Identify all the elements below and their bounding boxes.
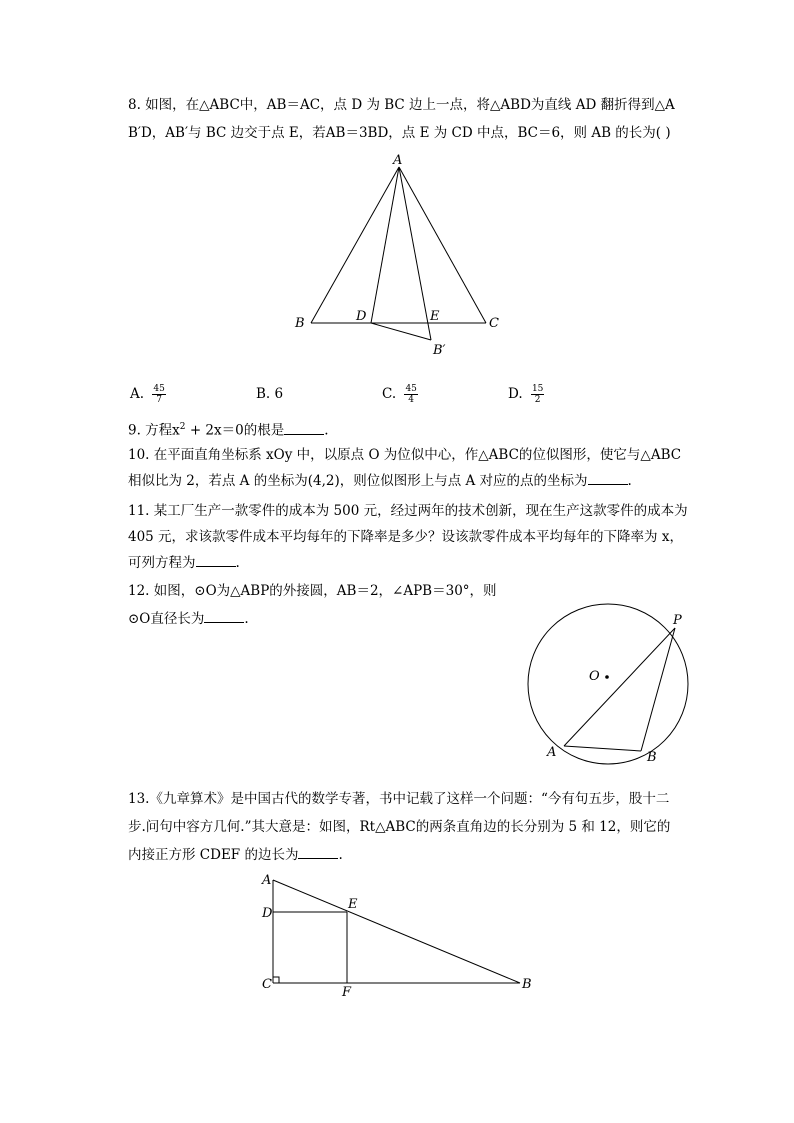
q11-end: . [235, 555, 240, 571]
q11-line-2: 405 元，求该款零件成本平均每年的下降率是多少？设该款零件成本平均每年的下降率为 x， [128, 529, 683, 545]
q12-answer-blank[interactable] [204, 610, 244, 623]
q8-option-b-value: 6 [274, 386, 284, 402]
q13-label-a: A [262, 873, 272, 888]
q8-option-d-prefix: D. [508, 386, 523, 402]
q10-line-2-text: 相似比为 2，若点 A 的坐标为(4,2)，则位似图形上与点 A 对应的点的坐标为 [128, 473, 588, 489]
q8-segment-ad [371, 167, 399, 323]
q12-circle [528, 604, 688, 764]
q8-label-a: A [393, 153, 403, 168]
q8-line-1: 8. 如图，在△ABC中，AB＝AC，点 D 为 BC 边上一点，将△ABD为直线 AD 翻折得到△A [128, 97, 675, 113]
q8-segment-ab-prime [399, 167, 431, 340]
q10-line-2 [128, 472, 632, 490]
q8-label-b: B [295, 316, 305, 331]
q10-line-1: 10. 在平面直角坐标系 xOy 中，以原点 O 为位似中心，作△ABC的位似图形，使它与△ABC [128, 447, 682, 463]
q13-line-2: 步.问句中容方几何.”其大意是：如图，Rt△ABC的两条直角边的长分别为 5 和 12，则它的 [128, 819, 671, 835]
q9-end: . [324, 422, 329, 439]
q10-answer-blank[interactable] [588, 472, 628, 485]
q8-option-a-fraction [152, 384, 165, 405]
q8-label-c: C [489, 316, 499, 331]
q8-label-e: E [430, 309, 440, 324]
q13-label-b: B [522, 977, 532, 992]
q8-segment-db-prime [371, 323, 431, 340]
q13-label-d: D [262, 906, 273, 921]
q9-exponent: 2 [179, 422, 186, 432]
q13-right-angle-mark [273, 977, 279, 983]
q12-label-b: B [647, 750, 657, 765]
q13-label-c: C [262, 977, 272, 992]
q8-option-c-prefix: C. [382, 386, 397, 402]
q8-option-c-numerator: 45 [405, 384, 417, 394]
q8-option-a-prefix: A. [130, 386, 145, 402]
q12-line-2 [128, 610, 249, 628]
q10-end: . [627, 473, 632, 489]
q12-segment-ab [564, 746, 641, 751]
q8-option-d-fraction [531, 384, 544, 405]
q12-label-o: O [589, 669, 600, 684]
q8-label-d: D [356, 309, 367, 324]
q8-option-d-denominator: 2 [534, 395, 541, 405]
q9-text-pre: 9. 方程x [128, 422, 180, 439]
q13-line-3 [128, 846, 343, 864]
q13-label-f: F [342, 985, 352, 1000]
q9-answer-blank[interactable] [284, 422, 324, 435]
q12-center-dot [605, 675, 609, 679]
q12-label-a: A [547, 745, 557, 760]
q11-answer-blank[interactable] [196, 554, 236, 567]
q8-option-c-fraction [404, 384, 417, 405]
q12-line-1: 12. 如图，⊙O为△ABP的外接圆，AB＝2，∠APB＝30°，则 [128, 583, 497, 599]
q8-segment-ac [399, 167, 486, 323]
q9-text-post: + 2x＝0的根是 [185, 422, 285, 439]
q8-option-b[interactable] [256, 384, 283, 404]
q12-label-p: P [673, 613, 682, 628]
q13-answer-blank[interactable] [298, 846, 338, 859]
q13-segment-ab [273, 880, 520, 983]
q8-option-a-numerator: 45 [153, 384, 165, 394]
q8-option-d-numerator: 15 [531, 384, 544, 394]
q13-end: . [338, 847, 343, 863]
q11-line-3 [128, 554, 240, 572]
q13-label-e: E [348, 897, 358, 912]
q13-line-3-text: 内接正方形 CDEF 的边长为 [128, 847, 299, 863]
q8-option-c[interactable] [382, 384, 418, 405]
q11-line-1: 11. 某工厂生产一款零件的成本为 500 元，经过两年的技术创新，现在生产这款零件的成本为 [128, 503, 688, 519]
q12-end: . [244, 611, 249, 627]
q8-option-c-denominator: 4 [408, 395, 415, 405]
q8-option-a[interactable] [130, 384, 166, 405]
q12-line-2-text: ⊙O直径长为 [128, 611, 205, 627]
q9-line [128, 418, 329, 440]
q8-option-a-denominator: 7 [156, 395, 162, 405]
q8-label-b-prime: B′ [433, 343, 446, 358]
q8-segment-ab [311, 167, 399, 323]
q13-line-1: 13.《九章算术》是中国古代的数学专著，书中记载了这样一个问题：“今有句五步，股十二 [128, 791, 670, 807]
q11-line-3-text: 可列方程为 [128, 555, 196, 571]
q8-option-b-prefix: B. [256, 386, 271, 402]
q8-option-d[interactable] [508, 384, 544, 405]
q8-line-2: B′D，AB′与 BC 边交于点 E，若AB＝3BD，点 E 为 CD 中点，BC＝6，则 AB 的长为( ) [128, 125, 671, 141]
